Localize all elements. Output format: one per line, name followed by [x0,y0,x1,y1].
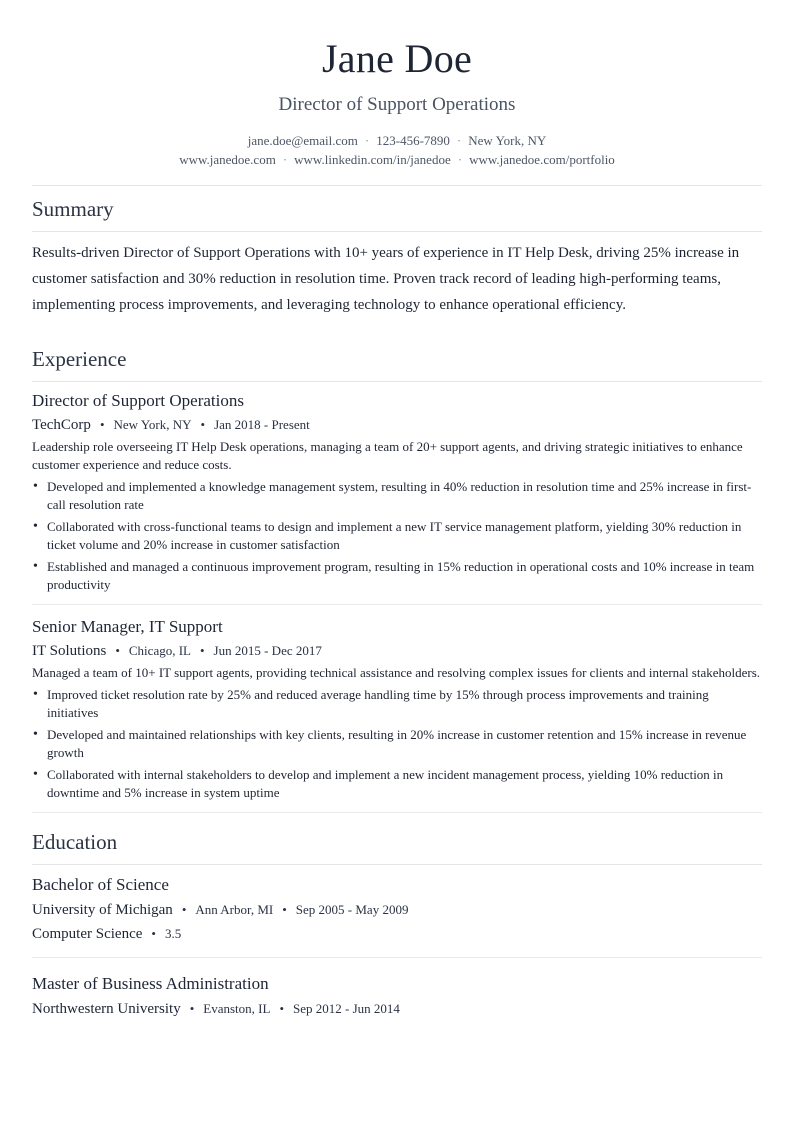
contact-location: New York, NY [468,133,547,148]
job-achievements [32,478,762,594]
contact-separator: · [456,133,462,148]
job-entry [32,605,762,813]
bullet-separator: • [279,1001,284,1016]
edu-field-line [32,923,762,945]
achievement-item: • Established and managed a continuous improvement program, resulting in 15% reduction in operational costs and 10% increase in team productivity [32,558,762,594]
job-company: TechCorp [32,417,91,433]
job-divider [32,812,762,813]
achievement-item: • Collaborated with internal stakeholders to develop and implement a new incident management process, yielding 10% reduction in downtime and 5% increase in system uptime [32,766,762,802]
candidate-title: Director of Support Operations [278,94,516,115]
contact-separator: · [364,133,370,148]
bullet-separator: • [181,902,187,917]
job-meta [32,640,762,662]
summary-section [32,186,762,336]
job-company: IT Solutions [32,643,107,659]
edu-gpa: 3.5 [164,926,182,941]
edu-location: Ann Arbor, MI [195,902,274,917]
bullet-separator: • [282,902,287,917]
education-section [32,819,762,1020]
edu-location: Evanston, IL [203,1001,271,1016]
summary-heading: Summary [32,197,114,221]
website-link[interactable]: www.janedoe.com [179,152,276,167]
bullet-separator: • [200,417,206,432]
bullet-separator: • [115,643,120,658]
job-meta [32,414,762,436]
job-description: Leadership role overseeing IT Help Desk operations, managing a team of 20+ support agents, and driving strategic initiatives to enhance customer experience and reduce costs. [32,439,743,472]
edu-meta [32,998,762,1020]
contact-line-links [32,150,762,169]
contact-separator: · [282,152,288,167]
portfolio-link[interactable]: www.janedoe.com/portfolio [469,152,615,167]
edu-dates: Sep 2005 - May 2009 [295,902,409,917]
experience-heading: Experience [32,347,127,371]
achievement-item: • Developed and implemented a knowledge management system, resulting in 40% reduction in resolution time and 25% increase in first-call resolution rate [32,478,762,514]
experience-section [32,336,762,813]
job-location: Chicago, IL [128,643,191,658]
edu-school: University of Michigan [32,902,173,918]
job-location: New York, NY [113,417,192,432]
education-entry [32,865,762,958]
edu-degree: Bachelor of Science [32,875,169,894]
achievement-item: • Improved ticket resolution rate by 25% and reduced average handling time by 15% through process improvements and training initiatives [32,686,762,722]
contact-phone: 123-456-7890 [376,133,450,148]
edu-meta [32,899,762,921]
edu-field: Computer Science [32,926,143,942]
bullet-separator: • [99,417,105,432]
bullet-separator: • [151,926,156,941]
job-dates: Jun 2015 - Dec 2017 [213,643,322,658]
job-dates: Jan 2018 - Present [214,417,310,432]
edu-degree: Master of Business Administration [32,974,269,993]
job-description: Managed a team of 10+ IT support agents, providing technical assistance and resolving complex issues for clients and internal stakeholders. [32,665,761,680]
contact-line-primary [32,131,762,150]
achievement-item: • Collaborated with cross-functional teams to design and implement a new IT service management platform, yielding 30% reduction in ticket volume and 20% increase in customer satisfaction [32,518,762,554]
summary-text: Results-driven Director of Support Operations with 10+ years of experience in IT Help Desk, driving 25% increase in customer satisfaction and 30% reduction in resolution time. Proven track record of leading high-performing teams, implementing process improvements, and leveraging technology to enhance operational efficiency. [32,245,740,313]
education-entry [32,958,762,1020]
candidate-name: Jane Doe [321,36,473,81]
edu-school: Northwestern University [32,1001,181,1017]
resume-header [32,0,762,169]
job-title: Senior Manager, IT Support [32,617,223,636]
job-title: Director of Support Operations [32,391,244,410]
contact-separator: · [457,152,463,167]
job-entry [32,382,762,605]
education-heading: Education [32,830,118,854]
job-achievements [32,686,762,802]
linkedin-link[interactable]: www.linkedin.com/in/janedoe [294,152,451,167]
achievement-item: • Developed and maintained relationships with key clients, resulting in 20% increase in customer retention and 15% increase in revenue growth [32,726,762,762]
bullet-separator: • [199,643,205,658]
bullet-separator: • [189,1001,195,1016]
contact-email[interactable]: jane.doe@email.com [247,133,358,148]
resume-page [32,0,762,1020]
edu-dates: Sep 2012 - Jun 2014 [293,1001,400,1016]
